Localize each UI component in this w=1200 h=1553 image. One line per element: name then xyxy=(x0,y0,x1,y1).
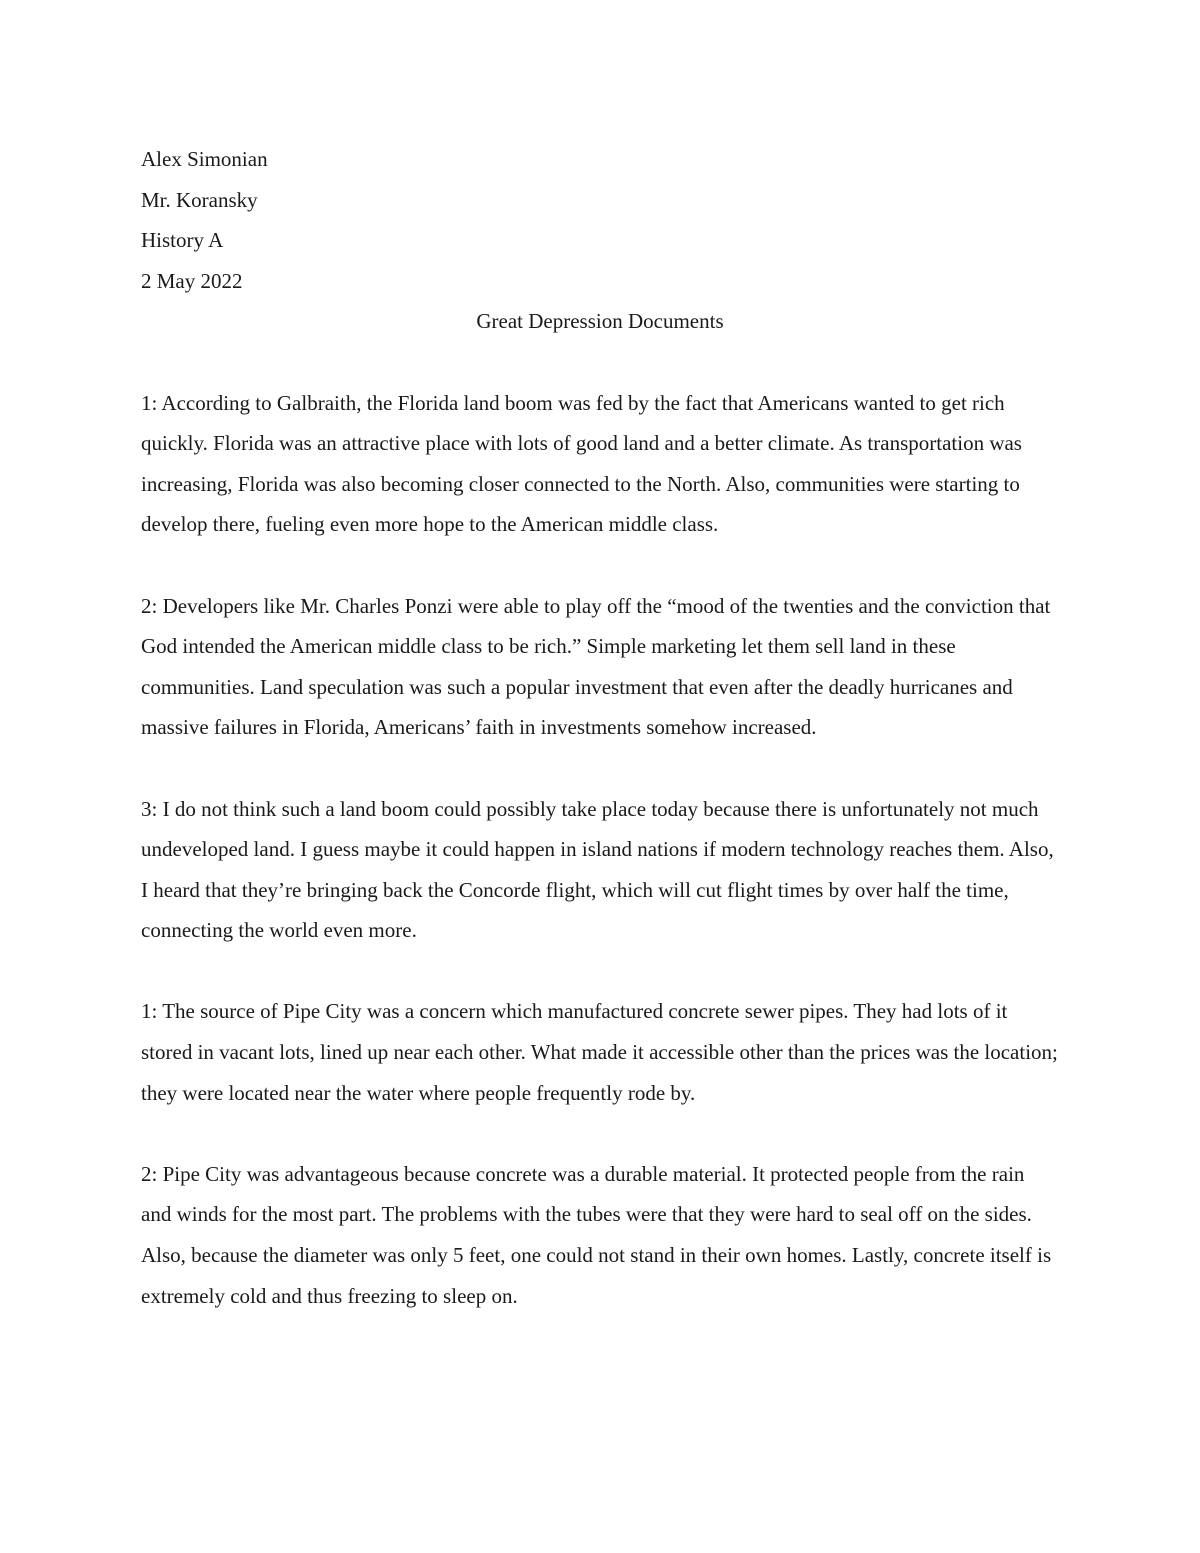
paragraph-land-boom-1: 1: According to Galbraith, the Florida land boom was fed by the fact that Americans wanted to get rich quickly. Florida was an attractive place with lots of good land and a better climate. As transportation was increasing, Florida was also becoming closer connected to the North. Also, communities were starting to develop there, fueling even more hope to the American middle class. xyxy=(141,390,1022,537)
document-date: 2 May 2022 xyxy=(141,268,243,293)
spacer xyxy=(141,1113,1059,1154)
document-body xyxy=(141,139,1059,1316)
teacher-name: Mr. Koransky xyxy=(141,187,258,212)
document-title: Great Depression Documents xyxy=(476,309,724,334)
spacer xyxy=(141,342,1059,383)
spacer xyxy=(141,951,1059,992)
paragraph-land-boom-2: 2: Developers like Mr. Charles Ponzi were able to play off the “mood of the twenties and the conviction that God intended the American middle class to be rich.” Simple marketing let them sell land in these communities. Land speculation was such a popular investment that even after the deadly hurricanes and massive failures in Florida, Americans’ faith in investments somehow increased. xyxy=(141,593,1051,740)
paragraph-pipe-city-2: 2: Pipe City was advantageous because concrete was a durable material. It protected people from the rain and winds for the most part. The problems with the tubes were that they were hard to seal off on the sides. Also, because the diameter was only 5 feet, one could not stand in their own homes. Lastly, concrete itself is extremely cold and thus freezing to sleep on. xyxy=(141,1161,1052,1308)
paragraph-land-boom-3: 3: I do not think such a land boom could possibly take place today because there is unfortunately not much undeveloped land. I guess maybe it could happen in island nations if modern technology reaches them. Also, I heard that they’re bringing back the Concorde flight, which will cut flight times by over half the time, connecting the world even more. xyxy=(141,796,1054,943)
student-name: Alex Simonian xyxy=(141,147,268,171)
course-name: History A xyxy=(141,228,224,253)
paragraph-pipe-city-1: 1: The source of Pipe City was a concern which manufactured concrete sewer pipes. They had lots of it stored in vacant lots, lined up near each other. What made it accessible other than the prices was the location; they were located near the water where people frequently rode by. xyxy=(141,999,1058,1105)
spacer xyxy=(141,545,1059,586)
spacer xyxy=(141,748,1059,789)
